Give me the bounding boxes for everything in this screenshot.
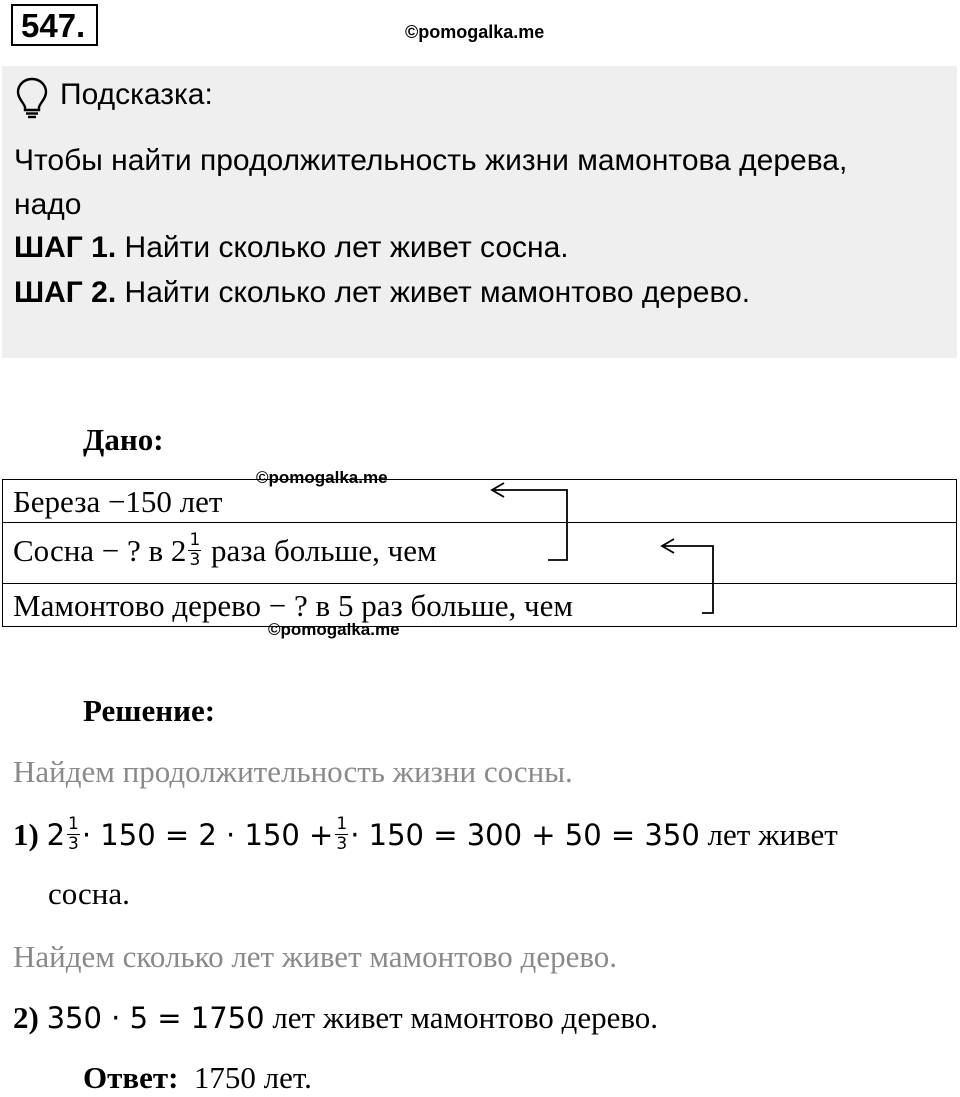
fraction-numerator: 1 xyxy=(336,814,348,835)
answer-label: Ответ: xyxy=(83,1060,179,1095)
row-pine-prefix: Сосна − ? в 2 xyxy=(13,533,187,568)
answer-value: 1750 лет. xyxy=(193,1060,312,1095)
arrow-sequoia-to-pine xyxy=(664,546,713,613)
step-1-tail: лет живет xyxy=(699,817,838,852)
fraction xyxy=(188,531,201,570)
step-1-label: 1) xyxy=(13,817,39,852)
hint-step-1-label: ШАГ 1. xyxy=(14,231,117,264)
hint-title: Подсказка: xyxy=(60,78,213,111)
row-sequoia: Мамонтово дерево − ? в 5 раз больше, чем xyxy=(13,588,574,623)
step-1 xyxy=(13,814,838,857)
hint-step-2-text: Найти сколько лет живет мамонтово дерево. xyxy=(116,276,751,309)
row-pine xyxy=(13,530,437,573)
fraction-numerator: 1 xyxy=(189,530,201,551)
answer xyxy=(83,1060,312,1096)
hint-panel xyxy=(2,66,957,358)
fraction xyxy=(67,815,80,854)
solution-heading: Решение: xyxy=(83,693,216,728)
step-2 xyxy=(13,1000,658,1036)
hint-line-2: надо xyxy=(14,188,82,221)
step-1-expr-a: · 150 = 2 · 150 + xyxy=(81,818,334,852)
hint-step-2-label: ШАГ 2. xyxy=(14,276,117,309)
row-pine-suffix: раза больше, чем xyxy=(203,533,437,568)
hint-step-2 xyxy=(14,276,750,310)
step-2-expr: 350 · 5 = 1750 xyxy=(46,1001,265,1035)
lightbulb-icon xyxy=(16,77,48,119)
row-birch: Береза −150 лет xyxy=(13,484,223,519)
fraction-denominator: 3 xyxy=(68,834,79,855)
problem-number: 547. xyxy=(11,4,98,46)
fraction xyxy=(335,815,348,854)
watermark: ©pomogalka.me xyxy=(268,620,400,639)
step-1-expr-b: · 150 = 300 + 50 = 350 xyxy=(350,818,700,852)
hint-line-1: Чтобы найти продолжительность жизни мамонтова дерева, xyxy=(14,144,848,177)
watermark: ©pomogalka.me xyxy=(405,22,545,42)
step-2-description: Найдем сколько лет живет мамонтово дерево. xyxy=(13,939,618,974)
given-heading: Дано: xyxy=(83,422,164,457)
fraction-denominator: 3 xyxy=(336,834,348,855)
step-1-tail-line: сосна. xyxy=(48,876,130,911)
comparison-arrows xyxy=(480,478,730,628)
fraction-denominator: 3 xyxy=(189,550,201,571)
step-2-label: 2) xyxy=(13,1000,39,1035)
step-2-tail: лет живет мамонтово дерево. xyxy=(264,1000,659,1035)
hint-step-1-text: Найти сколько лет живет сосна. xyxy=(116,231,569,264)
fraction-numerator: 1 xyxy=(68,814,79,835)
step-1-description: Найдем продолжительность жизни сосны. xyxy=(13,754,573,789)
watermark: ©pomogalka.me xyxy=(256,468,388,487)
hint-step-1 xyxy=(14,231,569,265)
step-1-whole: 2 xyxy=(46,818,66,852)
arrow-pine-to-birch xyxy=(494,490,567,560)
